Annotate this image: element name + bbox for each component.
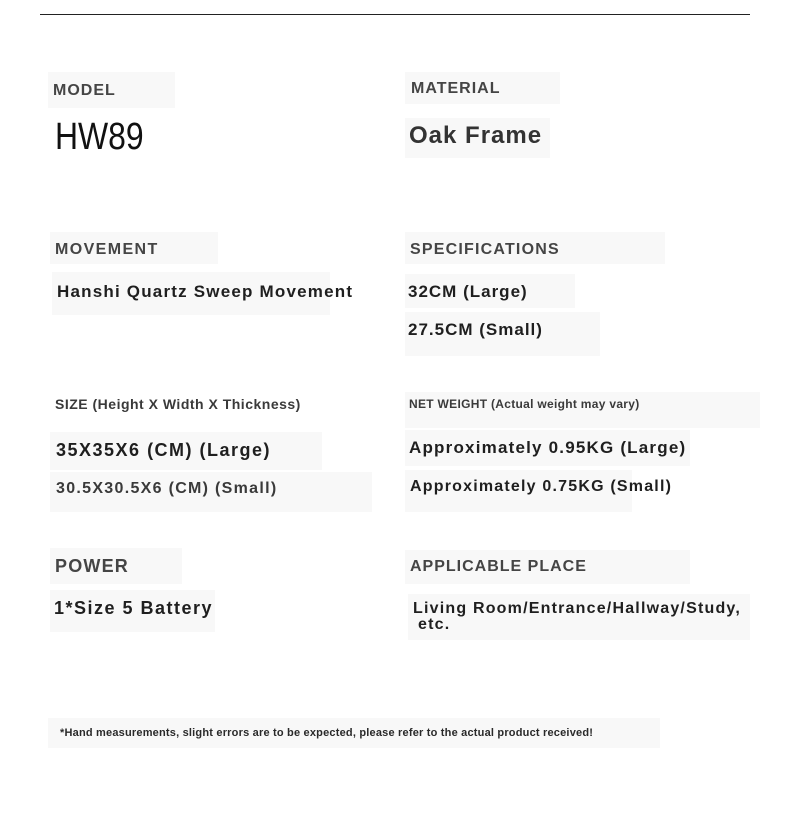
material-value: Oak Frame <box>409 122 543 149</box>
model-label: MODEL <box>53 82 116 99</box>
power-value: 1*Size 5 Battery <box>54 598 214 618</box>
applicable-place-value <box>413 601 741 633</box>
specifications-value-small: 27.5CM (Small) <box>408 320 543 339</box>
power-label: POWER <box>55 556 130 576</box>
net-weight-value-small: Approximately 0.75KG (Small) <box>410 478 673 495</box>
net-weight-label: NET WEIGHT (Actual weight may vary) <box>409 397 640 411</box>
applicable-place-line: Living Room/Entrance/Hallway/Study, <box>413 600 741 617</box>
size-value-small: 30.5X30.5X6 (CM) (Small) <box>56 480 278 497</box>
top-divider <box>40 14 750 15</box>
net-weight-value-large: Approximately 0.95KG (Large) <box>409 438 687 457</box>
material-label: MATERIAL <box>411 80 501 97</box>
movement-label: MOVEMENT <box>55 241 159 258</box>
applicable-place-label: APPLICABLE PLACE <box>410 558 587 575</box>
movement-value: Hanshi Quartz Sweep Movement <box>57 282 354 301</box>
size-label: SIZE (Height X Width X Thickness) <box>55 396 301 412</box>
applicable-place-line: etc. <box>418 616 451 633</box>
size-value-large: 35X35X6 (CM) (Large) <box>56 440 272 460</box>
specifications-value-large: 32CM (Large) <box>408 282 528 301</box>
model-value: HW89 <box>55 116 144 158</box>
footnote: *Hand measurements, slight errors are to be expected, please refer to the actual product received! <box>60 727 594 739</box>
specifications-label: SPECIFICATIONS <box>410 241 560 258</box>
